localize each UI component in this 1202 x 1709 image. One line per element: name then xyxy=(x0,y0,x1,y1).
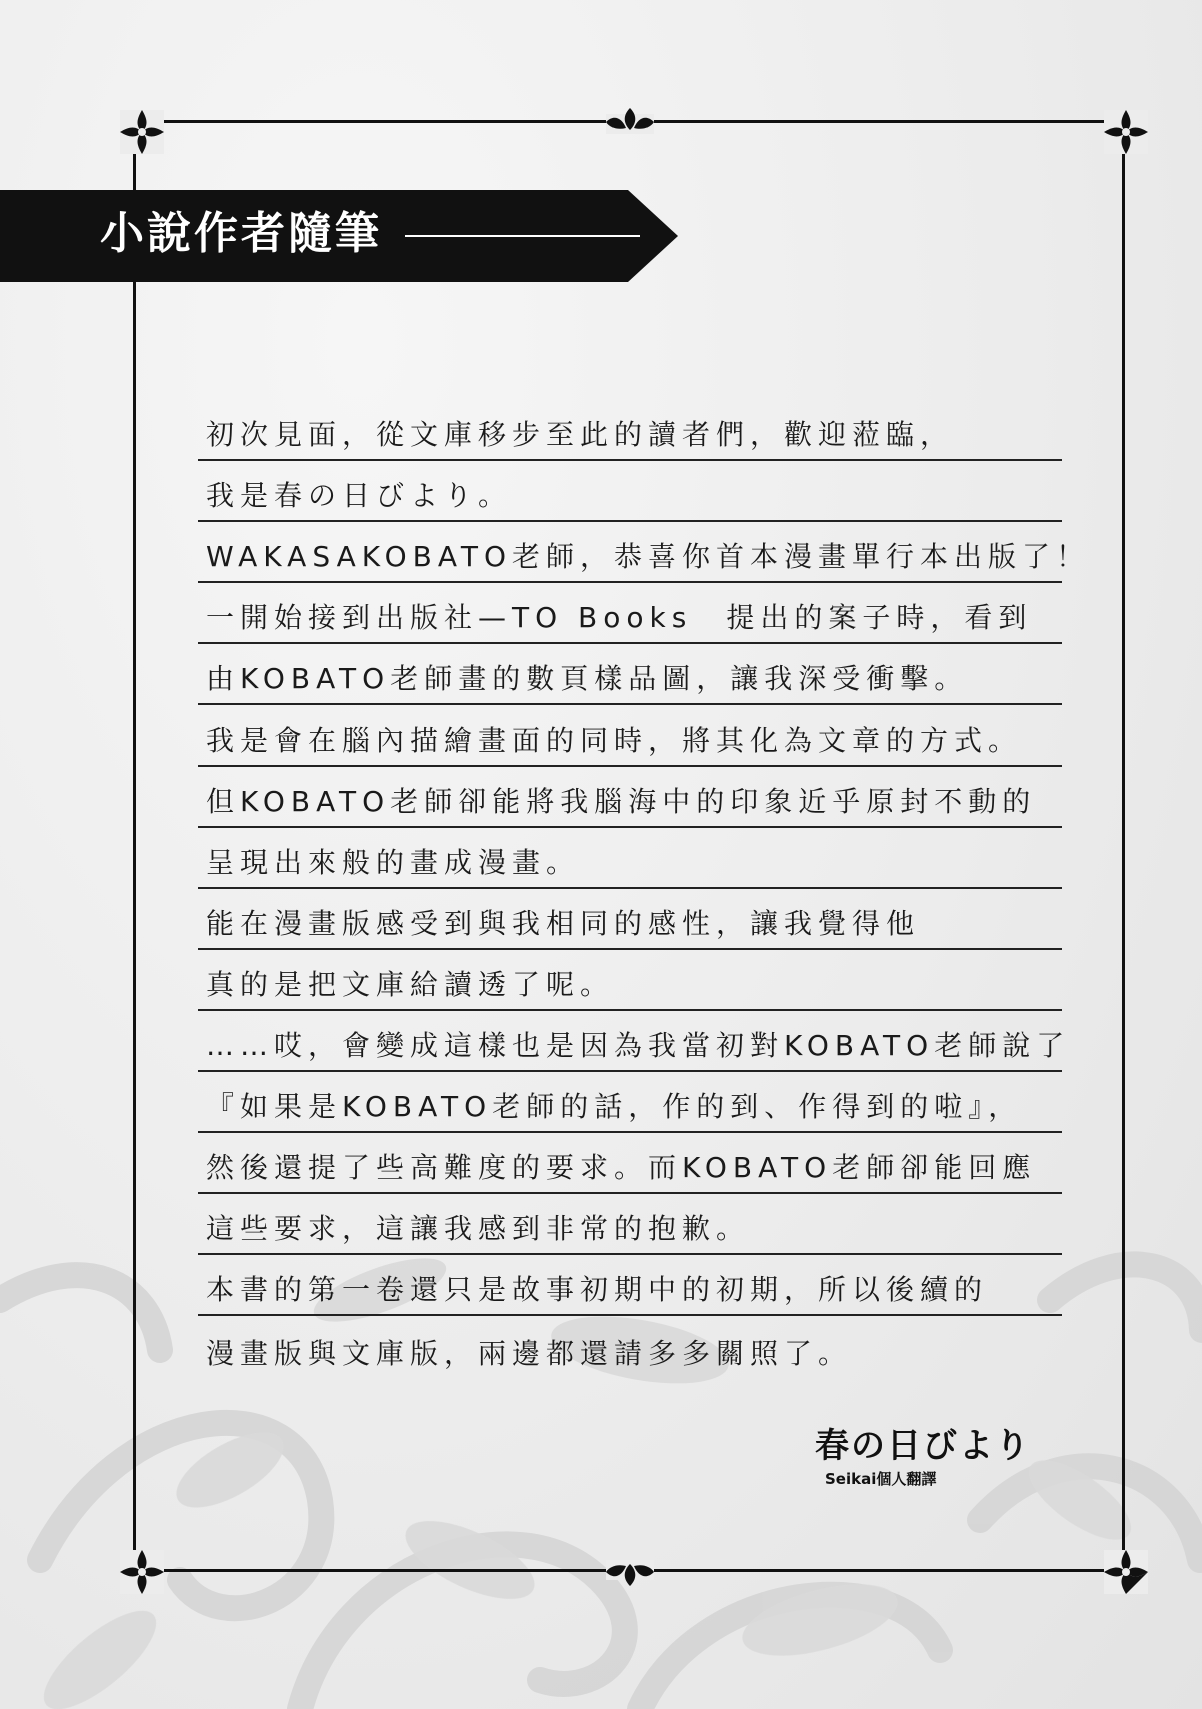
text-line: 一開始接到出版社—TO Books 提出的案子時，看到 xyxy=(198,583,1062,644)
text-line: ……哎，會變成這樣也是因為我當初對KOBATO老師說了 xyxy=(198,1011,1062,1072)
tulip-ornament-icon xyxy=(598,104,662,138)
text-line: 我是會在腦內描繪畫面的同時，將其化為文章的方式。 xyxy=(198,705,1062,766)
text-line: 漫畫版與文庫版，兩邊都還請多多關照了。 xyxy=(206,1336,853,1370)
page-title: 小說作者隨筆 xyxy=(100,208,382,259)
fleur-de-lis-corner-icon xyxy=(114,1544,170,1600)
fleur-de-lis-corner-icon xyxy=(1098,1544,1154,1600)
text-line: 但KOBATO老師卻能將我腦海中的印象近乎原封不動的 xyxy=(198,767,1062,828)
translator-credit: Seikai個人翻譯 xyxy=(825,1470,937,1488)
text-line: 呈現出來般的畫成漫畫。 xyxy=(198,828,1062,889)
text-line: 然後還提了些高難度的要求。而KOBATO老師卻能回應 xyxy=(198,1133,1062,1194)
letter-body xyxy=(198,400,1090,1378)
fleur-de-lis-corner-icon xyxy=(1098,104,1154,160)
text-line: 真的是把文庫給讀透了呢。 xyxy=(198,950,1062,1011)
text-line: 這些要求，這讓我感到非常的抱歉。 xyxy=(198,1194,1062,1255)
text-line: 我是春の日びより。 xyxy=(198,461,1062,522)
text-line: 『如果是KOBATO老師的話，作的到、作得到的啦』， xyxy=(198,1072,1062,1133)
text-line: WAKASAKOBATO老師，恭喜你首本漫畫單行本出版了！ xyxy=(198,522,1062,583)
text-line: 本書的第一卷還只是故事初期中的初期，所以後續的 xyxy=(198,1255,1062,1316)
fleur-de-lis-corner-icon xyxy=(114,104,170,160)
text-line: 由KOBATO老師畫的數頁樣品圖，讓我深受衝擊。 xyxy=(198,644,1062,705)
text-line: 初次見面，從文庫移步至此的讀者們，歡迎蒞臨， xyxy=(198,400,1062,461)
tulip-ornament-icon xyxy=(598,1556,662,1590)
text-line: 能在漫畫版感受到與我相同的感性，讓我覺得他 xyxy=(198,889,1062,950)
author-signature: 春の日びより xyxy=(815,1426,1031,1466)
